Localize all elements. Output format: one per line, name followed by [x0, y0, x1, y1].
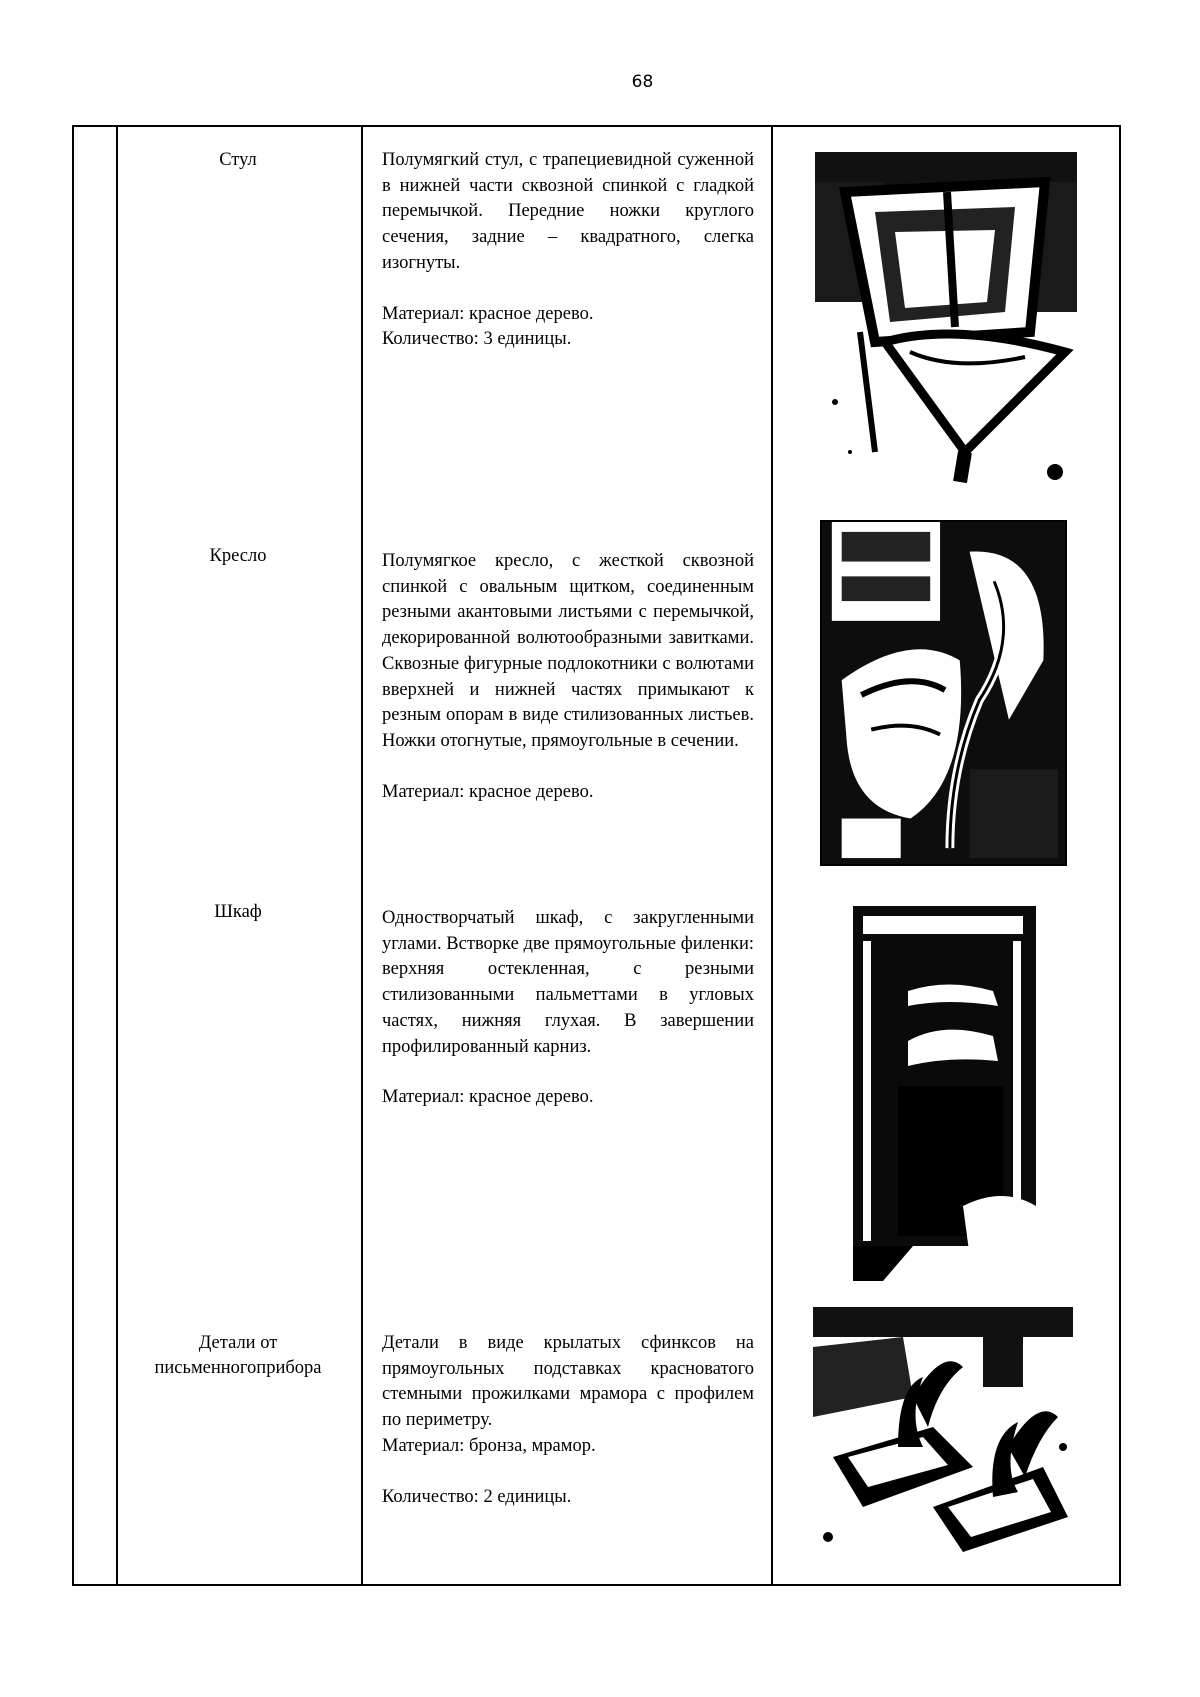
item-name-armchair: Кресло	[209, 546, 267, 566]
material-text: Материал: бронза, мрамор.	[382, 1435, 596, 1456]
page-number: 68	[631, 72, 654, 92]
item-description-chair	[382, 148, 754, 353]
material-text: Материал: красное дерево.	[382, 303, 594, 324]
description-text: Полумягкое кресло, с жесткой сквозной спинкой с овальным щитком, соединенным резными акантовыми листьями с перемычкой, декорированной волютообразными завитками. Сквозные фигурные подлокотники с волютами вверхней и нижней частях примыкают к резным опорам в виде стилизованных листьев. Ножки отогнутые, прямоугольные в сечении.	[382, 551, 754, 751]
description-text: Одностворчатый шкаф, с закругленными углами. Встворке две прямоугольные филенки: верхняя остекленная, с резными стилизованными пальметтами в угловых частях, нижняя глухая. В завершении профилированный карниз.	[382, 908, 754, 1057]
material-text: Материал: красное дерево.	[382, 781, 594, 802]
column-divider	[771, 127, 773, 1584]
chair-photo	[815, 152, 1077, 492]
item-name-line: Детали от	[198, 1333, 278, 1353]
column-divider	[361, 127, 363, 1584]
item-name-wardrobe: Шкаф	[214, 902, 262, 922]
material-text: Материал: красное дерево.	[382, 1087, 594, 1108]
item-name-desk-set-parts	[116, 1331, 360, 1381]
desk-set-parts-photo	[813, 1307, 1073, 1552]
armchair-photo	[820, 520, 1067, 866]
description-text: Детали в виде крылатых сфинксов на прямоугольных подставках красноватого стемными прожилками мрамора с профилем по периметру.	[382, 1333, 754, 1431]
item-description-wardrobe	[382, 906, 754, 1111]
item-description-armchair	[382, 549, 754, 805]
item-name-line: письменногоприбора	[154, 1358, 322, 1378]
item-name-chair: Стул	[219, 150, 257, 170]
quantity-text: Количество: 2 единицы.	[382, 1486, 572, 1507]
description-text: Полумягкий стул, с трапециевидной суженной в нижней части сквозной спинкой с гладкой перемычкой. Передние ножки круглого сечения, задние – квадратного, слегка изогнуты.	[382, 150, 754, 273]
item-description-desk-set-parts	[382, 1331, 754, 1510]
wardrobe-photo	[853, 906, 1036, 1281]
quantity-text: Количество: 3 единицы.	[382, 329, 572, 350]
